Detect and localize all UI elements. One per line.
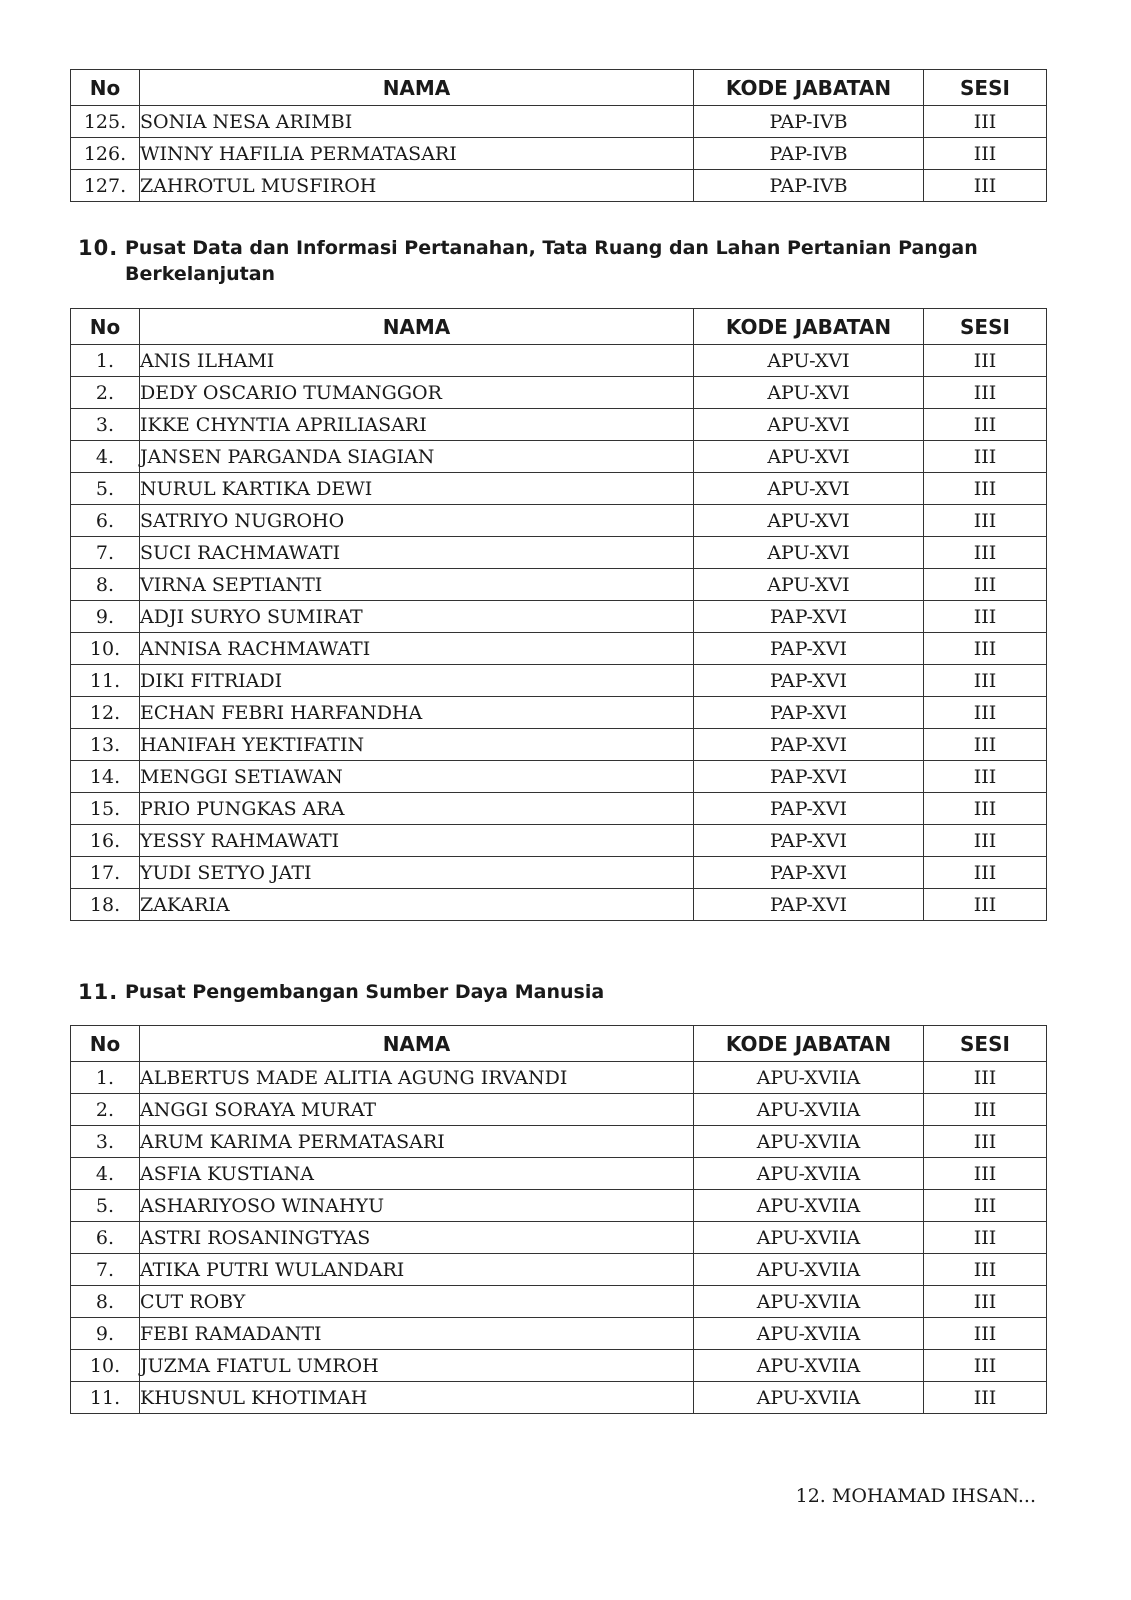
cell-no: 5.: [71, 473, 140, 505]
cell-no: 7.: [71, 537, 140, 569]
cell-sesi: III: [924, 1350, 1047, 1382]
cell-no: 1.: [71, 1062, 140, 1094]
cell-sesi: III: [924, 1286, 1047, 1318]
cell-no: 7.: [71, 1254, 140, 1286]
cell-sesi: III: [924, 633, 1047, 665]
cell-nama: ASHARIYOSO WINAHYU: [140, 1190, 694, 1222]
header-nama: NAMA: [140, 70, 694, 106]
cell-kode-jabatan: PAP-XVI: [694, 633, 924, 665]
cell-kode-jabatan: APU-XVIIA: [694, 1158, 924, 1190]
header-no: No: [71, 309, 140, 345]
cell-sesi: III: [924, 1318, 1047, 1350]
table-row: [71, 1254, 1047, 1286]
header-no: No: [71, 70, 140, 106]
cell-nama: ASTRI ROSANINGTYAS: [140, 1222, 694, 1254]
table-row: [71, 857, 1047, 889]
cell-nama: KHUSNUL KHOTIMAH: [140, 1382, 694, 1414]
cell-no: 10.: [71, 633, 140, 665]
header-kode-jabatan: KODE JABATAN: [694, 70, 924, 106]
table-row: [71, 1190, 1047, 1222]
table-row: [71, 665, 1047, 697]
cell-no: 2.: [71, 1094, 140, 1126]
table-row: [71, 1222, 1047, 1254]
cell-sesi: III: [924, 1222, 1047, 1254]
cell-kode-jabatan: PAP-XVI: [694, 761, 924, 793]
cell-nama: ZAHROTUL MUSFIROH: [140, 170, 694, 202]
cell-sesi: III: [924, 1062, 1047, 1094]
table-body: [71, 345, 1047, 921]
table-row: [71, 537, 1047, 569]
header-sesi: SESI: [924, 70, 1047, 106]
cell-sesi: III: [924, 1094, 1047, 1126]
cell-nama: WINNY HAFILIA PERMATASARI: [140, 138, 694, 170]
table-row: [71, 1094, 1047, 1126]
table-row: [71, 761, 1047, 793]
cell-no: 18.: [71, 889, 140, 921]
cell-no: 15.: [71, 793, 140, 825]
cell-no: 2.: [71, 377, 140, 409]
table-row: [71, 345, 1047, 377]
cell-kode-jabatan: PAP-XVI: [694, 825, 924, 857]
table-row: [71, 138, 1047, 170]
cell-nama: YESSY RAHMAWATI: [140, 825, 694, 857]
cell-sesi: III: [924, 505, 1047, 537]
section-number: 11.: [78, 980, 119, 1004]
table-row: [71, 170, 1047, 202]
cell-sesi: III: [924, 1254, 1047, 1286]
cell-nama: ATIKA PUTRI WULANDARI: [140, 1254, 694, 1286]
continuation-note: 12. MOHAMAD IHSAN...: [795, 1485, 1036, 1507]
cell-sesi: III: [924, 665, 1047, 697]
table-header-row: [71, 70, 1047, 106]
table-row: [71, 441, 1047, 473]
cell-no: 16.: [71, 825, 140, 857]
cell-sesi: III: [924, 441, 1047, 473]
cell-no: 1.: [71, 345, 140, 377]
cell-kode-jabatan: APU-XVI: [694, 441, 924, 473]
cell-sesi: III: [924, 170, 1047, 202]
cell-no: 125.: [71, 106, 140, 138]
cell-no: 13.: [71, 729, 140, 761]
cell-sesi: III: [924, 377, 1047, 409]
cell-kode-jabatan: PAP-IVB: [694, 170, 924, 202]
table-row: [71, 1158, 1047, 1190]
cell-kode-jabatan: APU-XVIIA: [694, 1254, 924, 1286]
table-body: [71, 106, 1047, 202]
cell-kode-jabatan: PAP-XVI: [694, 889, 924, 921]
cell-nama: FEBI RAMADANTI: [140, 1318, 694, 1350]
table-row: [71, 473, 1047, 505]
cell-kode-jabatan: APU-XVIIA: [694, 1094, 924, 1126]
cell-nama: PRIO PUNGKAS ARA: [140, 793, 694, 825]
cell-kode-jabatan: APU-XVIIA: [694, 1190, 924, 1222]
cell-no: 9.: [71, 1318, 140, 1350]
cell-kode-jabatan: APU-XVIIA: [694, 1222, 924, 1254]
cell-sesi: III: [924, 106, 1047, 138]
cell-kode-jabatan: APU-XVIIA: [694, 1318, 924, 1350]
table-header-row: [71, 1026, 1047, 1062]
cell-kode-jabatan: PAP-XVI: [694, 857, 924, 889]
cell-sesi: III: [924, 537, 1047, 569]
table-row: [71, 1062, 1047, 1094]
cell-kode-jabatan: APU-XVI: [694, 345, 924, 377]
cell-nama: ARUM KARIMA PERMATASARI: [140, 1126, 694, 1158]
table-section-11: [70, 1025, 1047, 1414]
table-row: [71, 1318, 1047, 1350]
cell-nama: MENGGI SETIAWAN: [140, 761, 694, 793]
cell-sesi: III: [924, 1190, 1047, 1222]
cell-sesi: III: [924, 697, 1047, 729]
cell-kode-jabatan: PAP-IVB: [694, 106, 924, 138]
section-10-heading: [78, 235, 978, 285]
cell-no: 8.: [71, 569, 140, 601]
cell-sesi: III: [924, 857, 1047, 889]
cell-kode-jabatan: PAP-XVI: [694, 601, 924, 633]
cell-kode-jabatan: PAP-XVI: [694, 697, 924, 729]
table-row: [71, 889, 1047, 921]
cell-nama: CUT ROBY: [140, 1286, 694, 1318]
section-title: Pusat Data dan Informasi Pertanahan, Tata Ruang dan Lahan Pertanian Pangan Berkelanjutan: [125, 237, 978, 285]
cell-kode-jabatan: APU-XVI: [694, 473, 924, 505]
cell-nama: DIKI FITRIADI: [140, 665, 694, 697]
cell-sesi: III: [924, 1158, 1047, 1190]
cell-nama: SONIA NESA ARIMBI: [140, 106, 694, 138]
cell-kode-jabatan: APU-XVIIA: [694, 1382, 924, 1414]
cell-nama: ZAKARIA: [140, 889, 694, 921]
cell-sesi: III: [924, 889, 1047, 921]
cell-no: 11.: [71, 665, 140, 697]
cell-no: 4.: [71, 441, 140, 473]
header-nama: NAMA: [140, 1026, 694, 1062]
cell-sesi: III: [924, 1382, 1047, 1414]
cell-no: 12.: [71, 697, 140, 729]
cell-sesi: III: [924, 729, 1047, 761]
cell-nama: SUCI RACHMAWATI: [140, 537, 694, 569]
table-row: [71, 793, 1047, 825]
table-row: [71, 505, 1047, 537]
cell-nama: SATRIYO NUGROHO: [140, 505, 694, 537]
table-row: [71, 377, 1047, 409]
table-header-row: [71, 309, 1047, 345]
cell-no: 5.: [71, 1190, 140, 1222]
table-row: [71, 633, 1047, 665]
cell-kode-jabatan: APU-XVI: [694, 537, 924, 569]
cell-sesi: III: [924, 473, 1047, 505]
cell-nama: ECHAN FEBRI HARFANDHA: [140, 697, 694, 729]
cell-kode-jabatan: PAP-XVI: [694, 665, 924, 697]
cell-kode-jabatan: PAP-XVI: [694, 729, 924, 761]
cell-no: 6.: [71, 1222, 140, 1254]
cell-no: 14.: [71, 761, 140, 793]
cell-no: 10.: [71, 1350, 140, 1382]
cell-nama: ASFIA KUSTIANA: [140, 1158, 694, 1190]
table-row: [71, 409, 1047, 441]
cell-no: 17.: [71, 857, 140, 889]
cell-kode-jabatan: APU-XVIIA: [694, 1126, 924, 1158]
cell-nama: IKKE CHYNTIA APRILIASARI: [140, 409, 694, 441]
cell-no: 126.: [71, 138, 140, 170]
header-sesi: SESI: [924, 1026, 1047, 1062]
cell-nama: JUZMA FIATUL UMROH: [140, 1350, 694, 1382]
header-kode-jabatan: KODE JABATAN: [694, 1026, 924, 1062]
cell-sesi: III: [924, 601, 1047, 633]
table-row: [71, 1126, 1047, 1158]
cell-kode-jabatan: APU-XVI: [694, 409, 924, 441]
table-row: [71, 825, 1047, 857]
table-section-10: [70, 308, 1047, 921]
cell-nama: JANSEN PARGANDA SIAGIAN: [140, 441, 694, 473]
cell-sesi: III: [924, 409, 1047, 441]
table-row: [71, 697, 1047, 729]
cell-no: 9.: [71, 601, 140, 633]
cell-nama: ANNISA RACHMAWATI: [140, 633, 694, 665]
cell-nama: DEDY OSCARIO TUMANGGOR: [140, 377, 694, 409]
cell-nama: ANGGI SORAYA MURAT: [140, 1094, 694, 1126]
cell-kode-jabatan: APU-XVI: [694, 505, 924, 537]
cell-kode-jabatan: PAP-IVB: [694, 138, 924, 170]
cell-kode-jabatan: APU-XVIIA: [694, 1062, 924, 1094]
table-row: [71, 106, 1047, 138]
header-nama: NAMA: [140, 309, 694, 345]
cell-sesi: III: [924, 138, 1047, 170]
table-row: [71, 1382, 1047, 1414]
table-row: [71, 601, 1047, 633]
table-row: [71, 1286, 1047, 1318]
cell-sesi: III: [924, 761, 1047, 793]
section-11-heading: [78, 979, 605, 1006]
cell-nama: ADJI SURYO SUMIRAT: [140, 601, 694, 633]
table-row: [71, 1350, 1047, 1382]
cell-no: 3.: [71, 1126, 140, 1158]
cell-no: 6.: [71, 505, 140, 537]
table-previous-section: [70, 69, 1047, 202]
cell-nama: YUDI SETYO JATI: [140, 857, 694, 889]
cell-sesi: III: [924, 1126, 1047, 1158]
cell-no: 4.: [71, 1158, 140, 1190]
cell-no: 3.: [71, 409, 140, 441]
cell-kode-jabatan: APU-XVI: [694, 569, 924, 601]
header-kode-jabatan: KODE JABATAN: [694, 309, 924, 345]
section-title: Pusat Pengembangan Sumber Daya Manusia: [125, 981, 605, 1003]
table-body: [71, 1062, 1047, 1414]
header-sesi: SESI: [924, 309, 1047, 345]
cell-no: 11.: [71, 1382, 140, 1414]
cell-no: 8.: [71, 1286, 140, 1318]
cell-kode-jabatan: APU-XVI: [694, 377, 924, 409]
cell-nama: ANIS ILHAMI: [140, 345, 694, 377]
cell-sesi: III: [924, 825, 1047, 857]
cell-nama: NURUL KARTIKA DEWI: [140, 473, 694, 505]
cell-kode-jabatan: APU-XVIIA: [694, 1350, 924, 1382]
section-number: 10.: [78, 236, 119, 260]
cell-nama: VIRNA SEPTIANTI: [140, 569, 694, 601]
cell-kode-jabatan: PAP-XVI: [694, 793, 924, 825]
cell-no: 127.: [71, 170, 140, 202]
cell-sesi: III: [924, 793, 1047, 825]
cell-sesi: III: [924, 345, 1047, 377]
cell-nama: HANIFAH YEKTIFATIN: [140, 729, 694, 761]
table-row: [71, 729, 1047, 761]
table-row: [71, 569, 1047, 601]
cell-kode-jabatan: APU-XVIIA: [694, 1286, 924, 1318]
cell-nama: ALBERTUS MADE ALITIA AGUNG IRVANDI: [140, 1062, 694, 1094]
cell-sesi: III: [924, 569, 1047, 601]
header-no: No: [71, 1026, 140, 1062]
